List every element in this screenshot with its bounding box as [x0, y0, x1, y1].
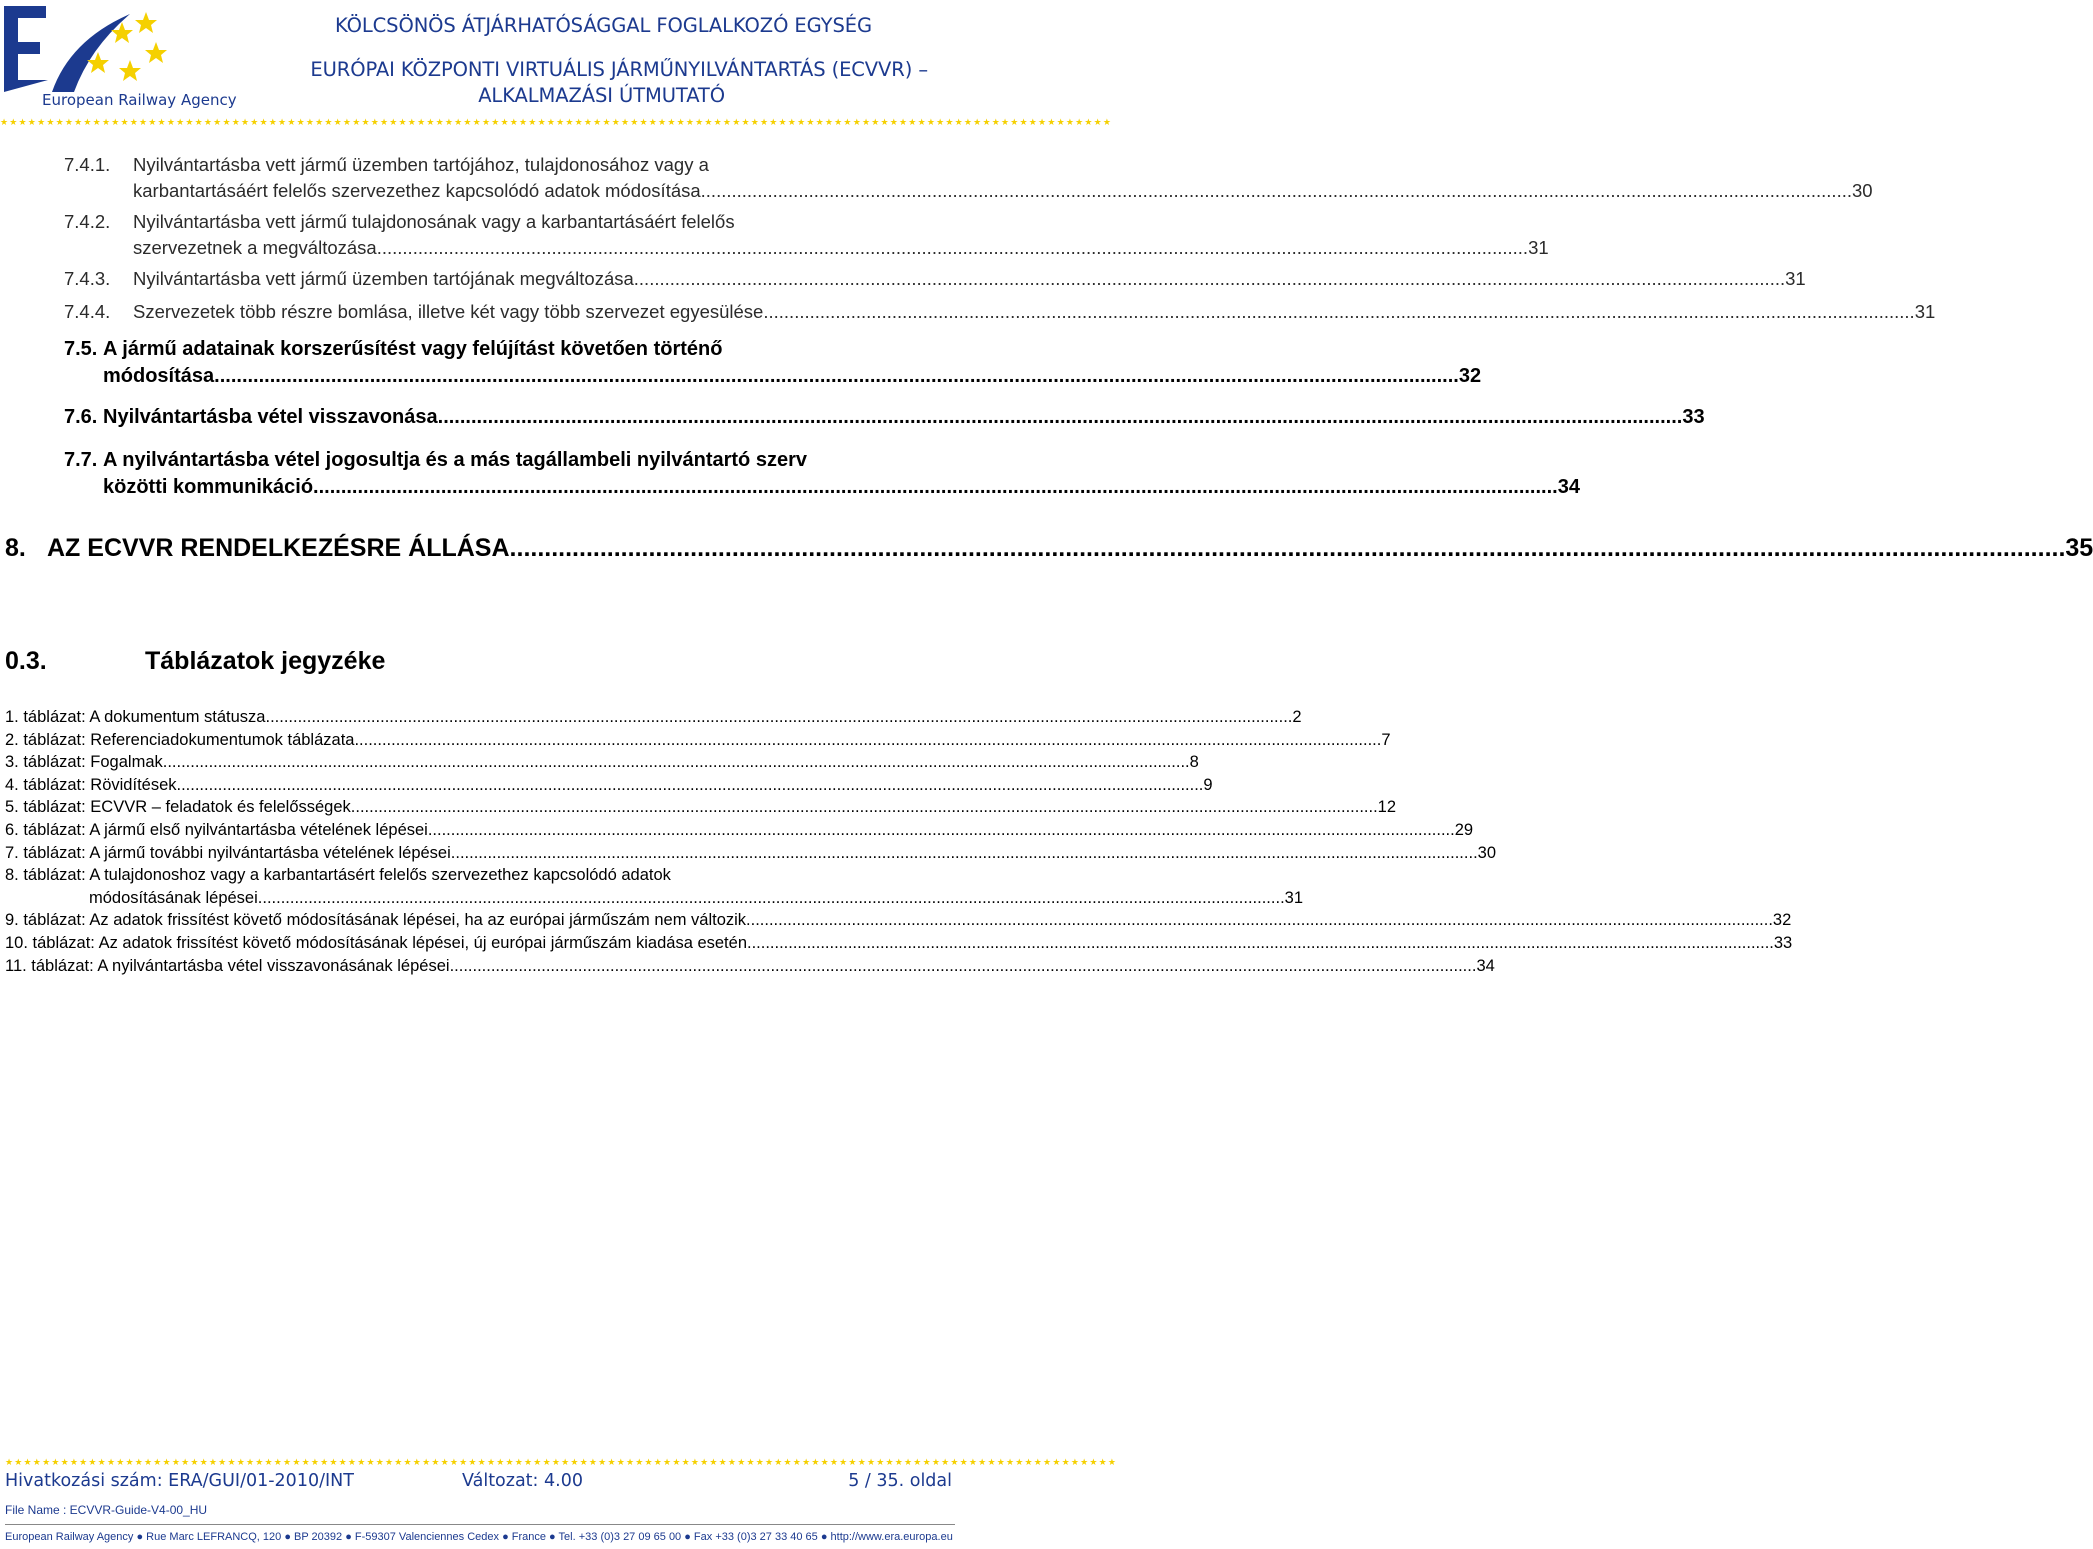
table-label: 7. táblázat: A jármű további nyilvántartásba vételének lépései — [5, 843, 451, 862]
table-label: 9. táblázat: Az adatok frissítést követő módosításának lépései, ha az európai járműszám nem változik — [5, 911, 747, 930]
table-page: 8 — [1189, 753, 1199, 772]
toc-leader — [701, 178, 1852, 204]
section-heading — [5, 647, 385, 676]
toc-number: 7.4.3. — [64, 268, 111, 289]
toc-text: szervezetnek a megváltozása — [133, 237, 377, 258]
toc-number: 7.4.4. — [64, 301, 111, 322]
footer-divider — [5, 1524, 955, 1525]
table-page: 34 — [1476, 956, 1495, 975]
header-title-line1: KÖLCSÖNÖS ÁTJÁRHATÓSÁGGAL FOGLALKOZÓ EGYSÉG — [335, 14, 872, 37]
table-page: 9 — [1203, 775, 1213, 794]
toc-text: Nyilvántartásba vétel visszavonása — [103, 406, 438, 428]
footer-reference: Hivatkozási szám: ERA/GUI/01-2010/INT — [5, 1471, 354, 1491]
toc-leader — [214, 363, 1459, 390]
toc-leader — [377, 235, 1528, 261]
toc-page: 32 — [1458, 365, 1482, 387]
header-title-line2: EURÓPAI KÖZPONTI VIRTUÁLIS JÁRMŰNYILVÁNTARTÁS (ECVVR) – — [310, 58, 928, 81]
toc-leader — [428, 819, 1455, 842]
table-list-item[interactable] — [5, 864, 1304, 909]
table-page: 32 — [1772, 911, 1792, 930]
table-label: 6. táblázat: A jármű első nyilvántartásba vételének lépései — [5, 820, 428, 839]
header-star-rule: ★★★★★★★★★★★★★★★★★★★★★★★★★★★★★★★★★★★★★★★★★★★★★★★★★★★★★★★★★★★★★★★★★★★★★★★★★★★★★★★★★★★★★★★★★★★★★★★★★★★★★★★★★★★★★★★★★★★★★★★★ — [0, 117, 1113, 127]
footer-address: European Railway Agency ● Rue Marc LEFRANCQ, 120 ● BP 20392 ● F-59307 Valenciennes Cedex ● France ● Tel. +33 (0)3 27 09 65 00 ● Fax +33 (0)3 27 33 40 65 ● http://www.era.europa.eu — [5, 1531, 953, 1543]
toc-number: 7.7. — [64, 449, 98, 471]
toc-leader — [177, 774, 1204, 797]
toc-number: 7.5. — [64, 338, 98, 360]
toc-leader — [313, 474, 1558, 501]
table-list-item[interactable] — [5, 706, 1302, 729]
toc-number: 8. — [5, 534, 26, 562]
table-page: 31 — [1284, 888, 1304, 907]
table-list-item[interactable] — [5, 774, 1213, 797]
table-page: 33 — [1773, 933, 1793, 952]
toc-text: közötti kommunikáció — [103, 476, 314, 498]
toc-text: Nyilvántartásba vett jármű tulajdonosának vagy a karbantartásáért felelős — [133, 211, 735, 232]
toc-leader — [510, 532, 2066, 564]
era-logo — [0, 0, 240, 112]
toc-text: módosítása — [103, 365, 215, 387]
table-label: 11. táblázat: A nyilvántartásba vétel visszavonásának lépései — [5, 956, 450, 975]
toc-leader — [258, 887, 1285, 910]
toc-text: Szervezetek több részre bomlása, illetve két vagy több szervezet egyesülése — [133, 301, 764, 322]
table-page: 29 — [1454, 820, 1474, 839]
table-list-item[interactable] — [5, 796, 1397, 819]
table-list-item[interactable] — [5, 909, 1792, 932]
footer-version: Változat: 4.00 — [462, 1471, 583, 1491]
table-label: 3. táblázat: Fogalmak — [5, 753, 163, 772]
toc-page: 34 — [1557, 476, 1580, 498]
table-page: 12 — [1377, 798, 1397, 817]
toc-text: Nyilvántartásba vett jármű üzemben tartójához, tulajdonosához vagy a — [133, 154, 709, 175]
table-list-item[interactable] — [5, 819, 1474, 842]
toc-page: 33 — [1682, 406, 1705, 428]
toc-leader — [747, 932, 1774, 955]
table-label: 1. táblázat: A dokumentum státusza — [5, 708, 266, 726]
toc-leader — [438, 404, 1683, 431]
section-title: Táblázatok jegyzéke — [145, 647, 386, 675]
toc-page: 31 — [1528, 237, 1549, 258]
table-label: 4. táblázat: Rövidítések — [5, 775, 177, 794]
table-label: 10. táblázat: Az adatok frissítést követő módosításának lépései, új európai járműszám kiadása esetén — [5, 933, 747, 952]
toc-number: 7.4.2. — [64, 211, 111, 232]
table-list-item[interactable] — [5, 955, 1495, 978]
toc-number: 7.4.1. — [64, 154, 111, 175]
toc-page: 30 — [1852, 180, 1873, 201]
tables-list — [5, 706, 1793, 977]
toc-leader — [354, 729, 1381, 752]
header-title-line3: ALKALMAZÁSI ÚTMUTATÓ — [478, 84, 725, 107]
table-list-item[interactable] — [5, 751, 1199, 774]
toc-leader — [163, 751, 1190, 774]
toc-text: karbantartásáért felelős szervezethez kapcsolódó adatok módosítása — [133, 180, 701, 201]
toc-page: 35 — [2065, 534, 2093, 562]
table-list-item[interactable] — [5, 932, 1793, 955]
toc-text: A nyilvántartásba vétel jogosultja és a más tagállambeli nyilvántartó szerv — [103, 449, 807, 471]
toc-text: AZ ECVVR RENDELKEZÉSRE ÁLLÁSA — [47, 534, 510, 562]
footer-star-rule: ★★★★★★★★★★★★★★★★★★★★★★★★★★★★★★★★★★★★★★★★★★★★★★★★★★★★★★★★★★★★★★★★★★★★★★★★★★★★★★★★★★★★★★★★★★★★★★★★★★★★★★★★★★★★★★★★★★★★★★★★ — [5, 1457, 1118, 1467]
toc-text: Nyilvántartásba vett jármű üzemben tartójának megváltozása — [133, 268, 634, 289]
toc-page: 31 — [1914, 301, 1936, 322]
toc-text: A jármű adatainak korszerűsítést vagy felújítást követően történő — [103, 338, 723, 360]
table-label: 8. táblázat: A tulajdonoshoz vagy a karbantartásért felelős szervezethez kapcsolódó adatok — [5, 866, 671, 885]
table-list-item[interactable] — [5, 729, 1391, 752]
toc-page: 31 — [1785, 268, 1806, 289]
section-number: 0.3. — [5, 647, 47, 675]
footer-file-name: File Name : ECVVR-Guide-V4-00_HU — [5, 1503, 208, 1517]
toc-leader — [763, 299, 1914, 325]
table-page: 30 — [1477, 843, 1497, 862]
toc-leader — [351, 796, 1378, 819]
toc-number: 7.6. — [64, 406, 98, 428]
toc-leader — [634, 266, 1785, 292]
table-label-continued: módosításának lépései — [89, 888, 258, 907]
toc-leader — [451, 842, 1478, 865]
table-label: 2. táblázat: Referenciadokumentumok táblázata — [5, 730, 355, 749]
footer-page-number: 5 / 35. oldal — [848, 1471, 952, 1491]
table-label: 5. táblázat: ECVVR – feladatok és felelősségek — [5, 798, 351, 817]
toc-leader — [450, 955, 1477, 978]
table-page: 7 — [1381, 730, 1391, 749]
table-page: 2 — [1292, 708, 1302, 726]
table-list-item[interactable] — [5, 842, 1497, 865]
agency-name: European Railway Agency — [42, 91, 237, 109]
toc-leader — [266, 706, 1293, 729]
toc-leader — [746, 909, 1773, 932]
